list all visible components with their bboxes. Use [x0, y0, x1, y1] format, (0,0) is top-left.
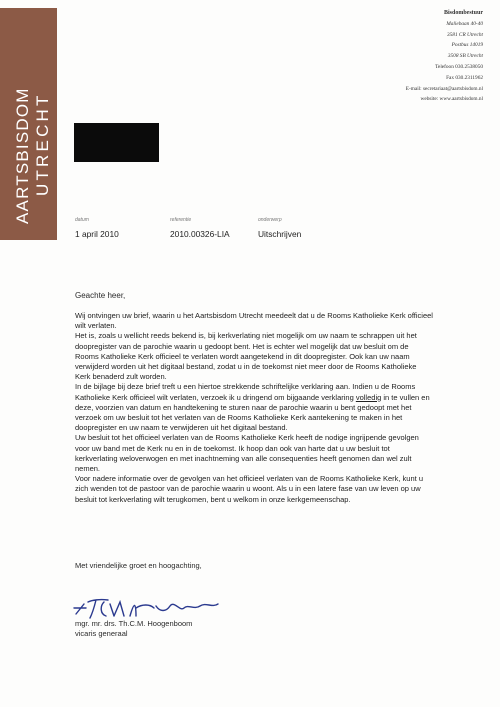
sender-phone: Telefoon 030.2538050 — [435, 63, 483, 70]
sender-street: Maliebaan 40-40 — [446, 20, 483, 27]
signatory-title: vicaris generaal — [75, 629, 128, 638]
sender-name: Bisdombestuur — [443, 10, 483, 16]
paragraph-3 — [75, 382, 433, 433]
paragraph-3-end: in te vullen en deze, voorzien van datum en handtekening te sturen naar de parochie waarin u bent gedoopt met het verzoek om uw besluit tot het verlaten van de Rooms Katholieke Kerk aantekening te maken in het doopregister en uw naam te verwijderen uit het digitaal bestand. — [75, 392, 430, 433]
paragraph-1: Wij ontvingen uw brief, waarin u het Aartsbisdom Utrecht meedeelt dat u de Rooms Katholieke Kerk officieel wilt verlaten. — [75, 311, 433, 331]
paragraph-4: Uw besluit tot het officieel verlaten van de Rooms Katholieke Kerk heeft de nodige ingrijpende gevolgen voor uw band met de Kerk nu en in de toekomst. Ik hoop dan ook van harte dat u uw besluit tot kerkverlating weloverwogen en met inachtneming van alle consequenties heeft genomen dan wel zult nemen. — [75, 433, 419, 474]
subject-label: onderwerp — [258, 217, 282, 223]
sender-fax: Fax 030.2311962 — [446, 74, 483, 81]
paragraph-3-underlined: volledig — [355, 392, 382, 402]
sender-postcode-box: 3508 SB Utrecht — [447, 53, 483, 60]
subject-value: Uitschrijven — [258, 229, 302, 239]
sender-po-box: Postbus 14019 — [451, 42, 483, 49]
paragraph-5: Voor nadere informatie over de gevolgen van het officieel verlaten van de Rooms Katholieke Kerk, kunt u zich wenden tot de pastoor van de parochie waarin u woont. Als u in een latere fase van uw leven op uw besluit tot kerkverlating wilt terugkomen, bent u welkom in onze kerkgemeenschap. — [75, 474, 423, 504]
redacted-recipient-address — [74, 123, 159, 162]
reference-value: 2010.00326-LIA — [170, 229, 230, 239]
logo-line-aartsbisdom: AARTSBISDOM — [13, 87, 32, 224]
salutation: Geachte heer, — [75, 291, 126, 300]
paragraph-3-start: In de bijlage bij deze brief treft u een hiertoe strekkende schriftelijke verklaring aan. Indien u de Rooms Katholieke Kerk officieel wilt verlaten, verzoek ik u dringend om bijgaande verklaring — [75, 382, 416, 402]
letter-body — [75, 311, 433, 505]
signatory-block — [75, 619, 192, 639]
sender-address-block — [303, 8, 483, 105]
logo-line-utrecht: UTRECHT — [33, 92, 52, 196]
sender-postcode-street: 3581 CR Utrecht — [447, 31, 483, 38]
paragraph-2: Het is, zoals u wellicht reeds bekend is, bij kerkverlating niet mogelijk om uw naam te schrappen uit het doopregister van de parochie waarin u gedoopt bent. Het is echter wel mogelijk dat uw besluit om de Rooms Katholieke Kerk officieel te verlaten wordt aangetekend in dit doopregister. Ook kan uw naam verwijderd worden uit het digitaal bestand, zodat u in de toekomst niet meer door de Rooms Katholieke Kerk benaderd zult worden. — [75, 331, 417, 382]
signatory-name: mgr. mr. drs. Th.C.M. Hoogenboom — [75, 619, 193, 628]
sender-website: website: www.aartsbisdom.nl — [420, 96, 483, 103]
sender-email: E-mail: secretariaat@aartsbisdom.nl — [405, 85, 483, 92]
letterhead-logo — [4, 26, 54, 226]
date-value: 1 april 2010 — [75, 229, 119, 239]
reference-label: referentie — [170, 217, 192, 223]
closing-line: Met vriendelijke groet en hoogachting, — [75, 561, 202, 570]
date-label: datum — [75, 217, 89, 223]
